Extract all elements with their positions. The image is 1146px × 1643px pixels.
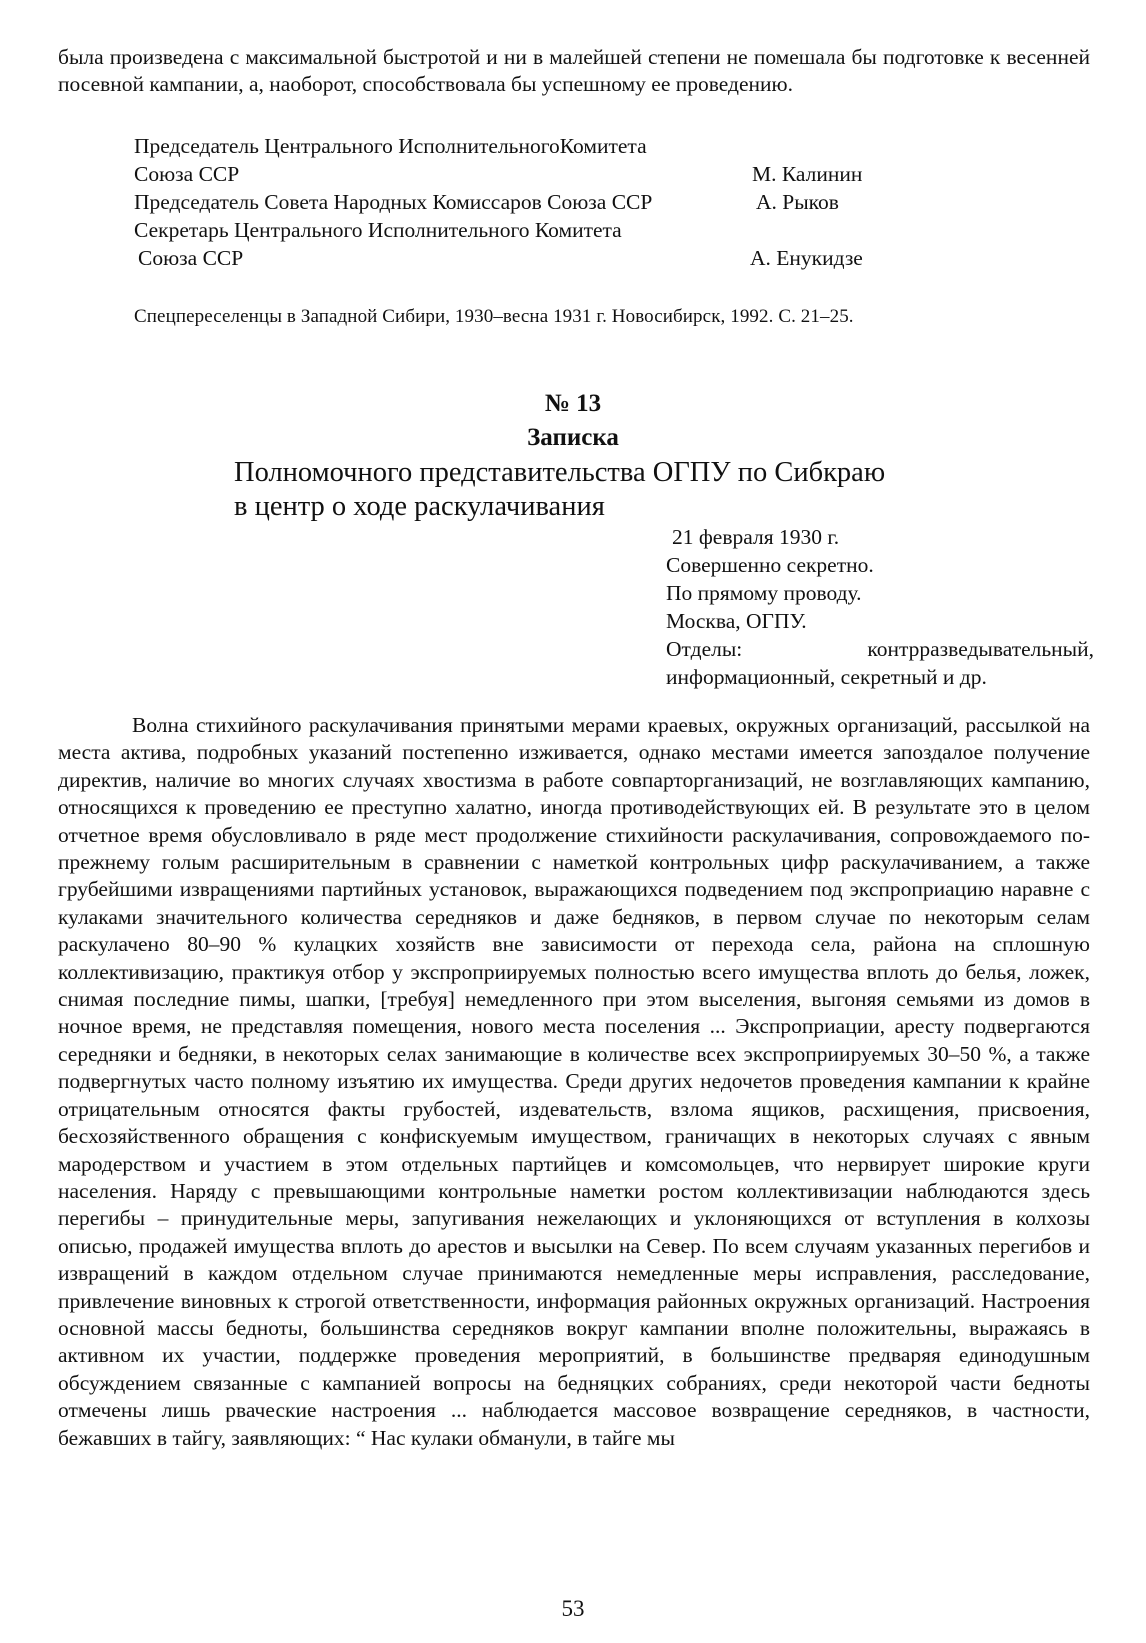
document-title (234, 456, 934, 524)
document-departments: Отделы: контрразведывательный, информационный, секретный и др. (666, 637, 1094, 689)
signature-block (134, 132, 894, 272)
signature-title: Председатель Центрального ИсполнительногоКомитета (134, 134, 647, 158)
signature-name: А. Рыков (756, 190, 839, 214)
document-title-line: в центр о ходе раскулачивания (234, 491, 605, 522)
signature-name: М. Калинин (752, 162, 863, 186)
document-title-line: Полномочного представительства ОГПУ по Сибкраю (234, 457, 886, 488)
signature-title: Председатель Совета Народных Комиссаров Союза ССР (134, 190, 653, 214)
document-number: № 13 (544, 390, 602, 417)
signature-row (134, 244, 894, 272)
signature-name: А. Енукидзе (750, 246, 863, 270)
signature-title: Секретарь Центрального Исполнительного Комитета (134, 218, 622, 242)
signature-row (134, 132, 894, 160)
signature-row (134, 216, 894, 244)
signature-row (134, 188, 894, 216)
page-number: 53 (561, 1596, 585, 1621)
signature-title: Союза ССР (134, 162, 240, 186)
document-transmission: По прямому проводу. (666, 581, 862, 605)
document-classification: Совершенно секретно. (666, 553, 874, 577)
source-citation: Спецпереселенцы в Западной Сибири, 1930–весна 1931 г. Новосибирск, 1992. С. 21–25. (134, 306, 854, 327)
document-recipient: Москва, ОГПУ. (666, 609, 807, 633)
document-kind: Записка (527, 424, 619, 451)
signature-row (134, 160, 894, 188)
document-header-meta (666, 523, 1094, 691)
document-date: 21 февраля 1930 г. (672, 525, 840, 549)
signature-title: Союза ССР (138, 246, 244, 270)
main-paragraph: Волна стихийного раскулачивания принятыми мерами краевых, окружных организаций, рассылкой на места актива, подробных указаний постепенно изживается, однако местами имеется запоздалое получение директив, наличие во многих случаях хвостизма в работе совпарторганизаций, не возглавляющих кампанию, относящихся к проведению ее преступно халатно, иногда противодействующих ей. В результате это в целом отчетное время обусловливало в ряде мест продолжение стихийности раскулачивания, сопровождаемого по-прежнему голым расширительным в сравнении с наметкой контрольных цифр раскулачиванием, а также грубейшими извращениями партийных установок, выражающихся подведением под экспроприацию наравне с кулаками значительного количества середняков и даже бедняков, в первом случае по некоторым селам раскулачено 80–90 % кулацких хозяйств вне зависимости от перехода села, района на сплошную коллективизацию, практикуя отбор у экспроприируемых полностью всего имущества вплоть до белья, ложек, снимая последние пимы, шапки, [требуя] немедленного при этом выселения, выгоняя семьями из домов в ночное время, не представляя помещения, нового места поселения ... Экспроприации, аресту подвергаются середняки и бедняки, в некоторых селах занимающие в количестве всех экспроприируемых 30–50 %, а также подвергнутых часто полному изъятию их имущества. Среди других недочетов проведения кампании к крайне отрицательным относятся факты грубостей, издевательств, взлома ящиков, расхищения, присвоения, бесхозяйственного обращения с конфискуемым имуществом, граничащих в некоторых случаях с явным мародерством и участием в этом отдельных партийцев и комсомольцев, что нервирует широкие круги населения. Наряду с превышающими контрольные наметки ростом коллективизации наблюдаются здесь перегибы – принудительные меры, запугивания нежелающих и уклоняющихся от вступления в колхозы описью, продажей имущества вплоть до арестов и высылки на Север. По всем случаям указанных перегибов и извращений в каждом отдельном случае принимаются немедленные меры исправления, расследование, привлечение виновных к строгой ответственности, информация районных окружных организаций. Настроения основной массы бедноты, большинства середняков вокруг кампании вполне положительны, выражаясь в активном их участии, поддержке проведения мероприятий, в большинстве предваряя единодушным обсуждением связанные с кампанией вопросы на бедняцких собраниях, среди некоторой части бедноты отмечены лишь рваческие настроения ... наблюдается массовое возвращение середняков, в частности, бежавших в тайгу, заявляющих: “ Нас кулаки обманули, в тайге мы (58, 713, 1090, 1450)
intro-paragraph: была произведена с максимальной быстротой и ни в малейшей степени не помешала бы подготовке к весенней посевной кампании, а, наоборот, способствовала бы успешному ее проведению. (58, 45, 1090, 97)
